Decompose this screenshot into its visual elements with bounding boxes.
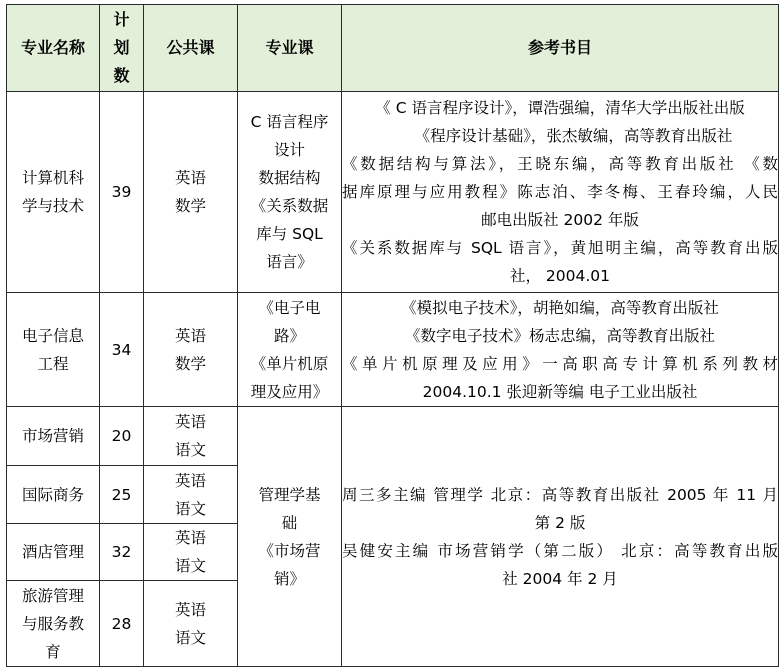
header-public-courses-label: 公共课 [166,38,215,57]
reference-line: 第 2 版 [534,513,586,532]
major-name-line: 工程 [37,354,69,373]
reference-line: 《程序设计基础》，张杰敏编，高等教育出版社 [414,127,733,145]
reference-line: 《单片机原理及应用》一高职高专计算机系列教材 [342,354,778,373]
specialized-course-line: 设计 [273,141,305,159]
public-course-item: 语文 [174,557,206,575]
specialized-course-line: C 语言程序 [250,113,329,131]
public-courses-cell [144,293,238,407]
major-name-line: 学与技术 [21,197,84,215]
curriculum-table [6,4,779,667]
major-name-line: 与服务教 [21,614,84,633]
public-courses-cell [144,581,238,667]
specialized-courses-cell [238,92,342,293]
public-course-item: 英语 [174,471,206,490]
major-name-line: 育 [45,642,61,661]
reference-line: 《数据结构与算法》，王晓东编，高等教育出版社 《数 [342,155,778,173]
reference-books-cell [342,293,779,407]
specialized-courses-cell [238,293,342,407]
reference-line: 邮电出版社 2002 年版 [481,211,639,229]
plan-count-cell [100,581,144,667]
specialized-course-line: 《市场营 [258,541,321,560]
reference-line: 社， 2004.01 [509,267,611,285]
specialized-course-line: 《关系数据 [250,197,329,215]
major-name-line: 市场营销 [21,427,84,445]
public-courses-cell [144,92,238,293]
specialized-course-line: 管理学基 [258,485,321,504]
reference-line: 2004.10.1 张迎新等编 电子工业出版社 [422,382,698,401]
public-courses-cell [144,407,238,466]
public-course-item: 英语 [174,326,206,345]
table-header-row [7,5,779,92]
major-name-cell [7,92,100,293]
reference-line: 《模拟电子技术》，胡艳如编，高等教育出版社 [401,298,719,317]
public-course-item: 语文 [174,441,206,459]
plan-count-value: 34 [111,340,132,359]
header-plan-count-label: 计划数 [113,10,130,85]
major-name-line: 酒店管理 [21,543,84,561]
header-public-courses [144,5,238,92]
public-course-item: 英语 [174,413,206,431]
major-name-cell [7,466,100,524]
shared-reference-books-cell [342,407,779,667]
major-name-cell [7,407,100,466]
plan-count-cell [100,293,144,407]
public-course-item: 语文 [174,628,206,647]
public-course-item: 语文 [174,499,206,518]
public-course-item: 数学 [174,197,206,215]
specialized-course-line: 库与 SQL [256,225,323,243]
header-reference-books-label: 参考书目 [527,38,592,57]
table-row [7,293,779,407]
plan-count-value: 28 [111,614,132,633]
plan-count-value: 39 [111,183,132,201]
header-major-name [7,5,100,92]
reference-line: 《 C 语言程序设计》，谭浩强编，清华大学出版社出版 [375,99,745,117]
specialized-course-line: 《电子电 [258,298,321,317]
plan-count-value: 20 [111,427,132,445]
specialized-course-line: 《单片机原 [250,354,329,373]
header-plan-count [100,5,144,92]
major-name-line: 计算机科 [21,169,84,187]
major-name-line: 电子信息 [21,326,84,345]
major-name-line: 旅游管理 [21,586,84,605]
public-course-item: 英语 [174,529,206,547]
major-name-cell [7,293,100,407]
public-course-item: 英语 [174,600,206,619]
plan-count-cell [100,466,144,524]
public-course-item: 数学 [174,354,206,373]
table-row [7,92,779,293]
header-reference-books [342,5,779,92]
reference-line: 周三多主编 管理学 北京：高等教育出版社 2005 年 11 月 [342,485,778,504]
header-major-name-label: 专业名称 [20,38,85,57]
plan-count-value: 32 [111,543,132,561]
specialized-course-line: 语言》 [266,253,313,271]
table-row [7,407,779,466]
specialized-course-line: 路》 [273,326,305,345]
reference-line: 《数字电子技术》杨志忠编，高等教育出版社 [404,326,715,345]
reference-line: 社 2004 年 2 月 [502,569,618,588]
plan-count-cell [100,407,144,466]
reference-books-cell [342,92,779,293]
plan-count-cell [100,524,144,581]
specialized-course-line: 数据结构 [258,169,321,187]
reference-line: 据库原理与应用教程》陈志泊、李冬梅、王春玲编，人民 [342,183,778,201]
reference-line: 吴健安主编 市场营销学（第二版） 北京：高等教育出版 [342,541,778,560]
plan-count-value: 25 [111,485,132,504]
specialized-course-line: 理及应用》 [250,382,329,401]
specialized-course-line: 础 [281,513,298,532]
major-name-line: 国际商务 [21,485,84,504]
reference-line: 《关系数据库与 SQL 语言》，黄旭明主编，高等教育出版 [342,239,778,257]
public-courses-cell [144,524,238,581]
major-name-cell [7,524,100,581]
public-courses-cell [144,466,238,524]
header-specialized-courses [238,5,342,92]
plan-count-cell [100,92,144,293]
shared-specialized-courses-cell [238,407,342,667]
header-specialized-courses-label: 专业课 [265,38,314,57]
specialized-course-line: 销》 [273,569,305,588]
major-name-cell [7,581,100,667]
public-course-item: 英语 [174,169,206,187]
